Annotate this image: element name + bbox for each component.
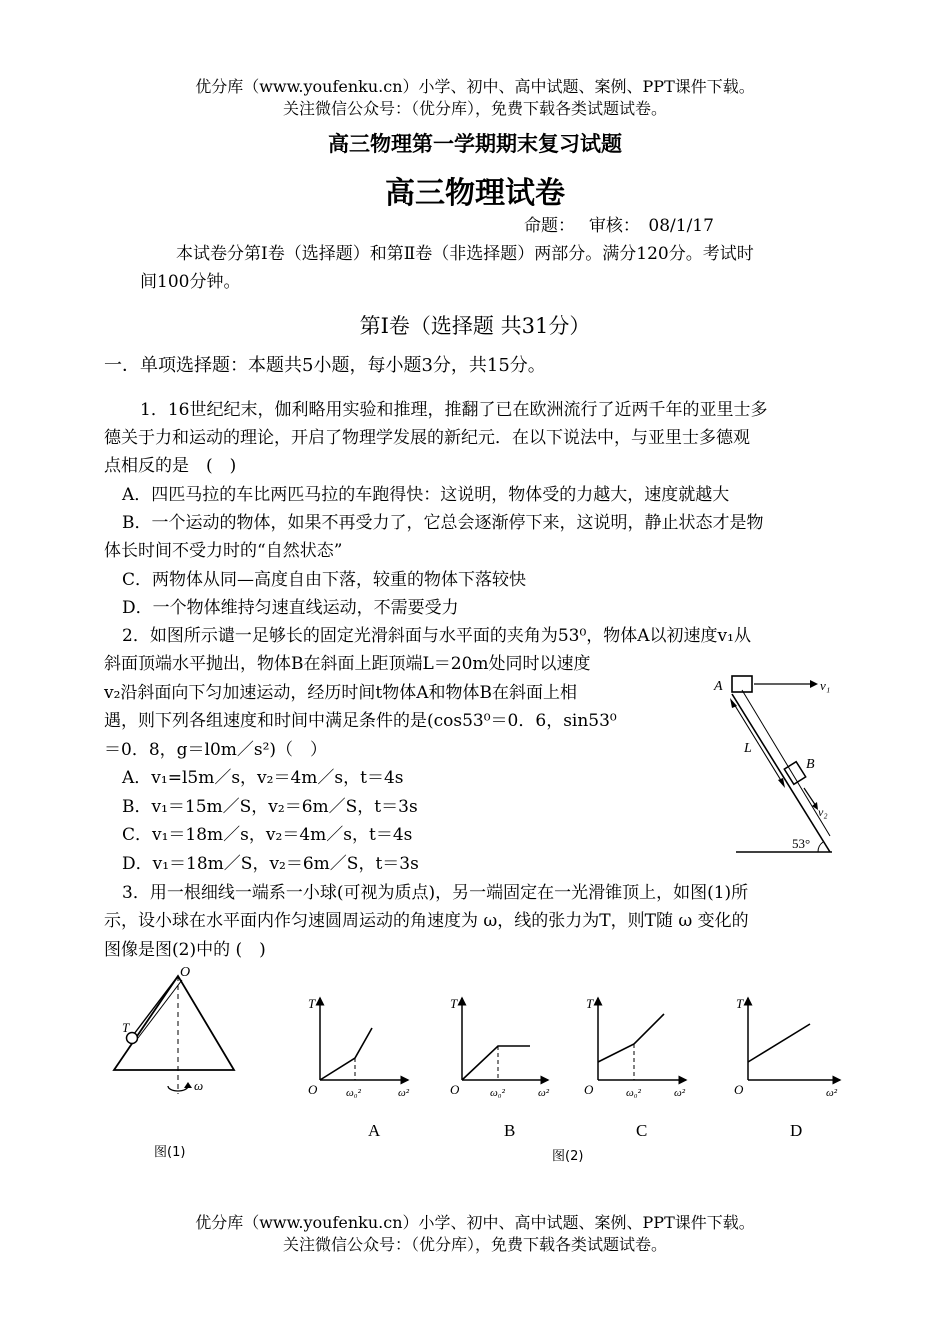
q1-option-a: A．四匹马拉的车比两匹马拉的车跑得快：这说明，物体受的力越大，速度就越大	[122, 485, 730, 505]
label-v1: v₁	[820, 678, 831, 693]
graph-b-axis-x: ω²	[538, 1087, 550, 1099]
graph-c-label: C	[636, 1121, 648, 1140]
label-angle: 53°	[792, 836, 811, 851]
q1-option-c: C．两物体从同—高度自由下落，较重的物体下落较快	[122, 570, 527, 590]
graphs-figure	[300, 990, 850, 1165]
q2-option-b: B．v₁＝15m／S，v₂＝6m／S，t＝3s	[122, 797, 418, 817]
graph-d-axis-y: T	[736, 996, 744, 1011]
q2-stem-2: 斜面顶端水平抛出，物体B在斜面上距顶端L＝20m处同时以速度	[104, 654, 591, 674]
footer-line-2: 关注微信公众号：（优分库），免费下载各类试题试卷。	[282, 1235, 667, 1254]
q1-option-d: D．一个物体维持匀速直线运动，不需要受力	[122, 598, 459, 618]
meta-line: 命题： 审核： 08/1/17	[524, 216, 714, 236]
q1-option-b-1: B．一个运动的物体，如果不再受力了，它总会逐渐停下来，这说明，静止状态才是物	[122, 513, 764, 533]
intro-line-1: 本试卷分第Ⅰ卷（选择题）和第Ⅱ卷（非选择题）两部分。满分120分。考试时	[176, 244, 754, 264]
label-t: T	[122, 1020, 130, 1035]
label-o: O	[180, 965, 191, 980]
q2-option-a: A．v₁=l5m／s，v₂＝4m／s，t＝4s	[122, 768, 404, 788]
intro-line-2: 间100分钟。	[140, 272, 241, 292]
label-b: B	[806, 757, 815, 772]
q3-stem-1: 3．用一根细线一端系一小球(可视为质点)，另一端固定在一光滑锥顶上，如图(1)所	[122, 883, 749, 903]
q2-option-d: D．v₁＝18m／S，v₂＝6m／S，t＝3s	[122, 854, 419, 874]
graph-a-label: A	[368, 1121, 381, 1140]
q2-stem-3: v₂沿斜面向下匀加速运动，经历时间t物体A和物体B在斜面上相	[104, 683, 578, 703]
q1-stem-3: 点相反的是 ( )	[104, 456, 237, 476]
exam-title: 高三物理第一学期期末复习试题	[328, 131, 622, 156]
q2-stem-4: 遇，则下列各组速度和时间中满足条件的是(cos53⁰＝0．6，sin53⁰	[104, 711, 617, 731]
string	[134, 976, 178, 1034]
q1-stem-1: 1．16世纪纪末，伽利略用实验和推理，推翻了已在欧洲流行了近两千年的亚里士多	[140, 400, 768, 420]
graph-b-axis-y: T	[450, 996, 458, 1011]
graph-d-label: D	[790, 1121, 803, 1140]
label-a: A	[714, 679, 723, 694]
graph-b-origin: O	[450, 1082, 460, 1097]
footer-line-1: 优分库（www.youfenku.cn）小学、初中、高中试题、案例、PPT课件下载。	[195, 1213, 755, 1232]
q1-option-b-2: 体长时间不受力时的“自然状态”	[104, 541, 343, 561]
graph-a	[308, 996, 410, 1140]
incline-figure	[690, 660, 850, 860]
incline-line	[732, 694, 830, 852]
graph-d	[734, 996, 840, 1140]
fig1-caption: 图(1)	[154, 1145, 186, 1160]
graph-d-origin: O	[734, 1082, 744, 1097]
graph-a-axis-x: ω²	[398, 1087, 410, 1099]
graph-c-axis-y: T	[586, 996, 594, 1011]
graph-b	[450, 996, 550, 1140]
graph-d-axis-x: ω²	[826, 1087, 838, 1099]
graph-a-tick: ω₀²	[346, 1087, 361, 1099]
label-v2: v₂	[818, 805, 828, 819]
q2-stem-1: 2．如图所示谴一足够长的固定光滑斜面与水平面的夹角为53⁰，物体A以初速度v₁从	[122, 626, 751, 646]
cone-figure	[104, 964, 244, 1164]
graph-a-axis-y: T	[308, 996, 316, 1011]
q3-stem-2: 示，设小球在水平面内作匀速圆周运动的角速度为 ω，线的张力为T，则T随 ω 变化的	[104, 911, 749, 931]
exam-subtitle: 高三物理试卷	[385, 176, 565, 211]
graph-a-origin: O	[308, 1082, 318, 1097]
q2-stem-5: ＝0．8，g＝l0m／s²)（ ）	[104, 740, 328, 760]
graph-c-origin: O	[584, 1082, 594, 1097]
q3-stem-3: 图像是图(2)中的 ( )	[104, 940, 266, 960]
graph-b-tick: ω₀²	[490, 1087, 505, 1099]
graph-c-tick: ω₀²	[626, 1087, 641, 1099]
graph-b-label: B	[504, 1121, 516, 1140]
label-omega: ω	[194, 1078, 204, 1093]
section-title: 第Ⅰ卷（选择题 共31分）	[359, 314, 591, 338]
part-title: 一．单项选择题：本题共5小题，每小题3分，共15分。	[104, 355, 546, 376]
header-line-1: 优分库（www.youfenku.cn）小学、初中、高中试题、案例、PPT课件下载。	[195, 77, 755, 96]
q2-option-c: C．v₁＝18m／s，v₂＝4m／s，t＝4s	[122, 825, 413, 845]
header-line-2: 关注微信公众号：（优分库），免费下载各类试题试卷。	[282, 99, 667, 118]
graph-c	[584, 996, 686, 1140]
graph-c-axis-x: ω²	[674, 1087, 686, 1099]
fig2-caption: 图(2)	[552, 1149, 584, 1164]
block-a	[732, 676, 752, 692]
label-l: L	[744, 741, 752, 756]
q1-stem-2: 德关于力和运动的理论，开启了物理学发展的新纪元．在以下说法中，与亚里士多德观	[104, 428, 750, 448]
